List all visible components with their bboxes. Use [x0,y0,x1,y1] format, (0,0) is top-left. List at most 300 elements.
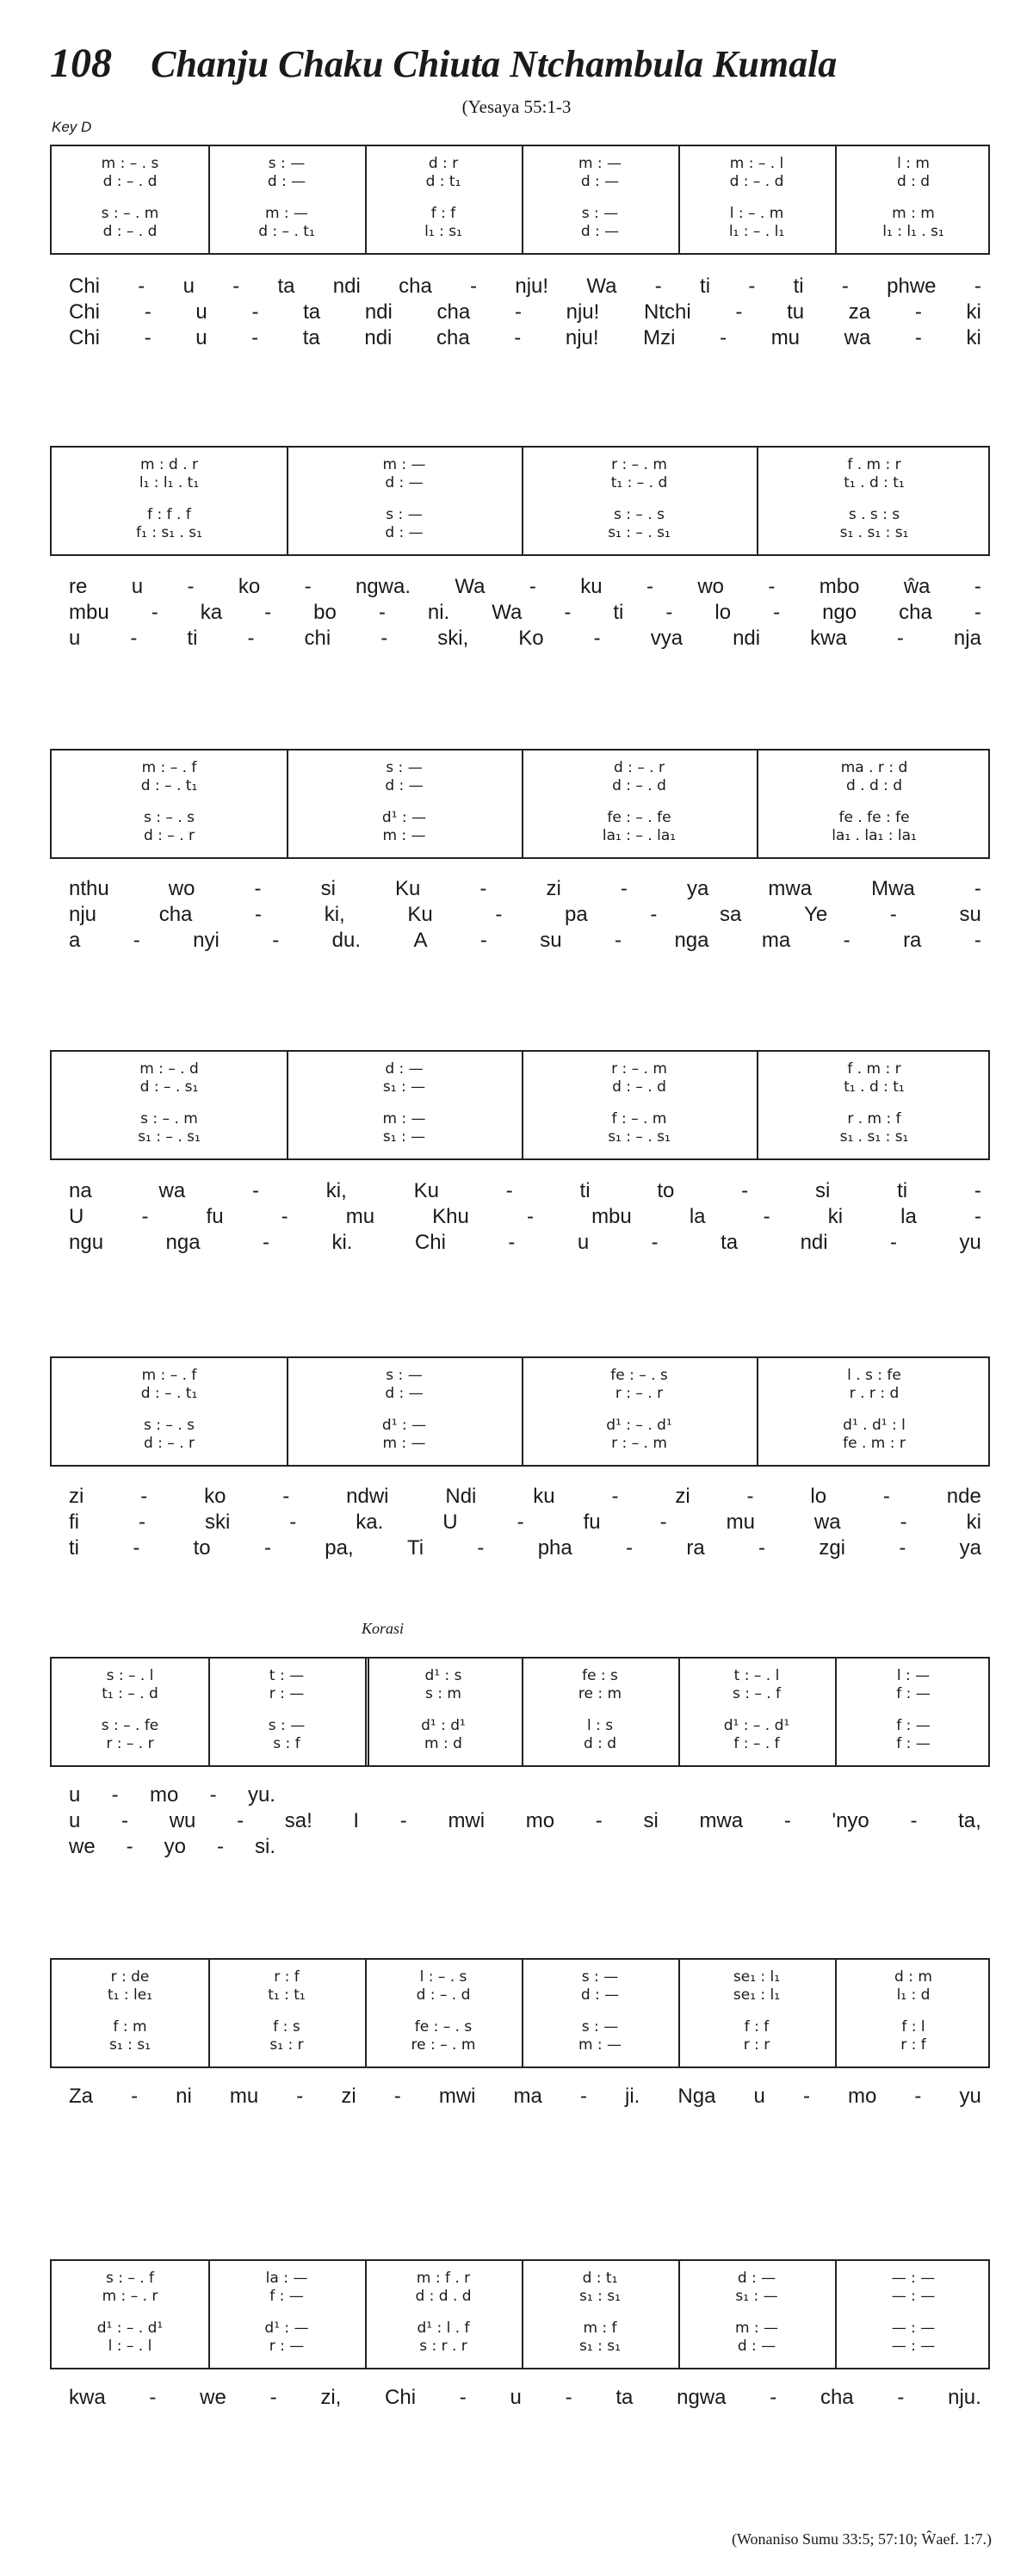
solfa-cell: d : — [385,1385,424,1402]
solfa-cell: d : d . d [415,2288,472,2305]
lyric-syllable: tu [787,300,805,324]
solfa-cell: m : – . r [102,2288,158,2305]
solfa-cell: m : f . r [416,2270,471,2287]
lyric-syllable: pa [565,903,588,926]
solfa-cell: l₁ : l₁ . s₁ [882,223,944,240]
lyric-syllable: - [393,2085,401,2108]
lyric-syllable: - [974,929,981,952]
bar-line [208,1960,210,2066]
solfa-cell: t₁ : le₁ [107,1986,152,2004]
solfa-cell: f : s [273,2018,300,2035]
lyric-syllable: - [380,627,388,650]
music-system [50,2259,990,2369]
solfa-cell: f : – . f [733,1735,780,1752]
lyric-syllable: u [131,575,144,598]
lyric-syllable: - [281,1205,288,1228]
lyric-line [69,2085,981,2109]
lyric-syllable: - [650,903,658,926]
solfa-cell: fe . m : r [843,1435,906,1452]
lyric-syllable: - [133,1536,140,1560]
solfa-cell: m : — [382,1110,426,1127]
lyric-syllable: - [529,575,536,598]
lyric-syllable: - [251,300,259,324]
lyric-syllable: mwa [699,1809,744,1832]
solfa-cell: f : — [896,1685,931,1702]
bar-line [522,2261,523,2368]
solfa-cell: d . d : d [845,777,903,794]
lyric-line [69,877,981,901]
lyric-syllable: nju! [566,300,600,324]
lyric-syllable: ki, [324,903,345,926]
bar-line [365,146,367,253]
solfa-cell: s : – . s [144,809,195,826]
solfa-cell: m : – . f [141,759,197,776]
lyric-syllable: wu [169,1809,196,1832]
bar-line [522,1659,523,1765]
lyric-syllable: u [510,2386,522,2409]
solfa-cell: d : – . r [143,1435,195,1452]
solfa-cell: t₁ . d : t₁ [844,1078,905,1096]
solfa-cell: l : – . s [419,1968,467,1986]
solfa-cell: s : — [581,2018,619,2035]
music-system [50,145,990,255]
solfa-cell: fe : – . fe [607,809,671,826]
lyric-syllable: nju! [565,326,599,349]
lyric-syllable: ta [277,275,295,298]
solfa-cell: s₁ : — [382,1128,426,1146]
solfa-cell: s : – . l [106,1667,154,1684]
lyric-syllable: to [657,1179,675,1202]
solfa-cell: s₁ : s₁ [109,2036,151,2054]
lyric-syllable: - [209,1783,217,1807]
lyric-syllable: nja [953,627,981,650]
solfa-cell: d : — [267,173,306,190]
lyric-syllable: Ku [413,1179,439,1202]
lyric-syllable: ma [761,929,791,952]
lyric-syllable: - [140,1485,148,1508]
lyric-syllable: ndi [364,326,393,349]
solfa-cell: t₁ : – . d [610,474,668,491]
lyric-syllable: - [914,300,922,324]
lyric-syllable: U [442,1510,458,1534]
solfa-cell: d : — [737,2270,776,2287]
solfa-cell: ma . r : d [840,759,908,776]
lyric-syllable: - [974,275,981,298]
solfa-cell: s : – . s [144,1417,195,1434]
lyric-syllable: - [615,929,622,952]
lyric-syllable: Khu [432,1205,469,1228]
solfa-cell: — : — [891,2320,936,2337]
lyric-syllable: mo [149,1783,179,1807]
solfa-cell: d : — [385,524,424,541]
lyric-syllable: ni. [427,601,450,624]
lyric-syllable: Ye [804,903,828,926]
bar-line [757,751,758,857]
lyric-syllable: ki [966,300,981,324]
lyric-line [69,1783,275,1807]
lyric-line [69,1510,981,1535]
lyric-syllable: - [620,877,628,900]
lyric-syllable: fi [69,1510,79,1534]
solfa-cell: s : — [386,759,423,776]
solfa-cell: f : m [113,2018,147,2035]
bar-line [835,1659,837,1765]
lyric-syllable: la [900,1205,917,1228]
solfa-cell: t₁ : – . d [102,1685,158,1702]
solfa-cell: l₁ : l₁ . t₁ [139,474,200,491]
music-system [50,749,990,859]
lyric-syllable: su [959,903,981,926]
lyric-syllable: - [289,1510,297,1534]
lyric-syllable: zi [341,2085,356,2108]
lyric-line [69,326,981,350]
lyric-syllable: - [141,1205,149,1228]
lyric-line [69,1809,981,1833]
lyric-syllable: - [763,1205,770,1228]
lyric-syllable: - [914,326,922,349]
bar-line [678,146,680,253]
music-system [50,446,990,556]
solfa-cell: s : — [386,506,423,523]
solfa-cell: se₁ : l₁ [733,1968,781,1986]
solfa-cell: l : — [896,1667,931,1684]
bar-line [835,2261,837,2368]
solfa-cell: d : – . r [613,759,665,776]
lyric-syllable: du. [331,929,362,952]
solfa-cell: t : – . l [733,1667,780,1684]
lyric-syllable: mbu [69,601,109,624]
solfa-cell: d : d [583,1735,617,1752]
lyric-line [69,929,981,953]
lyric-syllable: ti [187,627,198,650]
lyric-syllable: - [748,275,756,298]
lyric-syllable: ti [897,1179,908,1202]
bar-line [522,1358,523,1465]
lyric-syllable: a [69,929,81,952]
lyric-syllable: Chi [69,326,101,349]
lyric-syllable: - [735,300,743,324]
solfa-cell: d : — [385,474,424,491]
lyric-syllable: mbo [819,575,860,598]
hymn-number: 108 [50,40,112,86]
lyric-syllable: - [144,300,152,324]
lyric-syllable: su [540,929,562,952]
solfa-cell: f : l [901,2018,925,2035]
lyric-syllable: - [479,877,487,900]
lyric-syllable: we [69,1835,96,1858]
lyric-syllable: - [783,1809,791,1832]
lyric-line [69,903,981,927]
lyric-syllable: - [890,1231,898,1254]
solfa-cell: m : f [583,2320,617,2337]
solfa-cell: re : – . m [411,2036,476,2054]
solfa-cell: d : — [385,1060,424,1078]
solfa-cell: s : – . m [101,205,159,222]
bar-line [365,1659,369,1765]
lyric-syllable: ski, [437,627,469,650]
lyric-syllable: ki [827,1205,844,1228]
lyric-syllable: ta [721,1231,739,1254]
lyric-syllable: ti [579,1179,591,1202]
lyric-syllable: we [200,2386,226,2409]
lyric-syllable: nga [165,1231,201,1254]
solfa-cell: r : — [269,2338,305,2355]
hymn-title: Chanju Chaku Chiuta Ntchambula Kumala [151,43,838,85]
lyric-syllable: si [643,1809,659,1832]
bar-line [757,448,758,554]
solfa-cell: s₁ : r [269,2036,304,2054]
lyric-syllable: mo [848,2085,877,2108]
lyric-syllable: zgi [819,1536,846,1560]
lyric-syllable: - [459,2386,467,2409]
lyric-syllable: - [654,275,662,298]
lyric-syllable: - [514,326,522,349]
solfa-cell: r . m : f [847,1110,901,1127]
lyric-syllable: - [272,929,280,952]
lyric-syllable: - [882,1485,890,1508]
solfa-cell: s₁ : – . s₁ [138,1128,201,1146]
bar-line [208,2261,210,2368]
lyric-syllable: kwa [69,2386,106,2409]
solfa-cell: — : — [891,2338,936,2355]
lyric-syllable: - [237,1809,244,1832]
solfa-cell: f : — [896,1735,931,1752]
lyric-syllable: - [508,1231,516,1254]
lyric-syllable: - [111,1783,119,1807]
lyric-syllable: Ku [395,877,421,900]
solfa-cell: m : m [892,205,935,222]
lyric-syllable: cha [436,326,470,349]
solfa-cell: d : — [580,223,620,240]
lyric-line [69,1485,981,1509]
lyric-syllable: - [741,1179,749,1202]
lyric-syllable: wa [158,1179,186,1202]
solfa-cell: m : – . f [141,1367,197,1384]
solfa-cell: t₁ . d : t₁ [844,474,905,491]
solfa-cell: r : f [900,2036,926,2054]
lyric-syllable: ki. [331,1231,353,1254]
solfa-cell: m : – . l [729,155,784,172]
lyric-syllable: ti [613,601,624,624]
lyric-syllable: ki, [325,1179,347,1202]
bar-line [757,1052,758,1158]
bar-line [287,448,288,554]
lyric-syllable: u [182,275,195,298]
solfa-cell: — : — [891,2270,936,2287]
lyric-syllable: Wa [455,575,486,598]
bar-line [835,1960,837,2066]
solfa-cell: l . s : fe [847,1367,901,1384]
lyric-syllable: to [193,1536,211,1560]
lyric-syllable: - [773,601,781,624]
lyric-syllable: ŵa [903,575,931,598]
bar-line [522,146,523,253]
solfa-cell: d¹ : – . d¹ [606,1417,672,1434]
lyric-syllable: ti [793,275,804,298]
lyric-syllable: ndwi [346,1485,389,1508]
lyric-syllable: ti [69,1536,79,1560]
lyric-syllable: - [138,275,145,298]
lyric-syllable: - [843,929,851,952]
solfa-cell: d¹ : s [424,1667,462,1684]
solfa-cell: d : – . t₁ [258,223,315,240]
lyric-syllable: ta [302,326,320,349]
lyric-syllable: sa [720,903,742,926]
key-signature: Key D [52,119,92,135]
lyric-syllable: - [659,1510,667,1534]
lyric-syllable: nju [69,903,97,926]
solfa-cell: m : — [734,2320,779,2337]
solfa-cell: s₁ : – . s₁ [608,1128,671,1146]
lyric-syllable: - [889,903,897,926]
lyric-syllable: - [974,1205,981,1228]
lyric-syllable: ma [513,2085,542,2108]
lyric-syllable: wo [697,575,725,598]
lyric-syllable: - [470,275,478,298]
lyric-syllable: Chi [69,275,101,298]
solfa-cell: s : m [425,1685,461,1702]
solfa-cell: s : – . s [614,506,665,523]
lyric-syllable: na [69,1179,92,1202]
solfa-cell: s : — [268,1717,306,1734]
solfa-cell: d : – . d [612,777,666,794]
lyric-syllable: - [564,601,572,624]
solfa-cell: r : – . r [615,1385,664,1402]
solfa-cell: s₁ : – . s₁ [608,524,671,541]
lyric-syllable: Ntchi [644,300,691,324]
lyric-syllable: zi [69,1485,84,1508]
lyric-syllable: ku [580,575,603,598]
lyric-syllable: u [69,627,81,650]
lyric-syllable: - [263,1536,271,1560]
lyric-syllable: ko [204,1485,226,1508]
lyric-syllable: u [195,300,207,324]
lyric-syllable: ngwa [677,2386,727,2409]
lyric-syllable: - [910,1809,918,1832]
lyric-syllable: mu [726,1510,755,1534]
solfa-cell: s : f [273,1735,300,1752]
lyric-syllable: - [269,2386,277,2409]
lyric-syllable: - [255,903,263,926]
lyric-syllable: - [217,1835,224,1858]
lyric-syllable: zi [546,877,561,900]
lyric-syllable: - [477,1536,485,1560]
solfa-cell: fe : – . s [414,2018,473,2035]
lyric-line [69,275,981,299]
lyric-syllable: - [611,1485,619,1508]
lyric-line [69,575,981,599]
lyric-syllable: - [378,601,386,624]
bar-line [522,1052,523,1158]
lyric-syllable: - [264,601,272,624]
solfa-cell: t : — [269,1667,305,1684]
lyric-syllable: nga [674,929,709,952]
lyric-syllable: cha [158,903,193,926]
lyric-syllable: - [254,877,262,900]
solfa-cell: d : – . d [102,173,158,190]
lyric-syllable: ngwa. [355,575,411,598]
lyric-line [69,627,981,651]
lyric-syllable: si [814,1179,831,1202]
lyric-syllable: ndi [800,1231,828,1254]
scripture-reference: (Yesaya 55:1-3 [461,96,572,117]
solfa-cell: d : d [896,173,931,190]
solfa-cell: d : – . d [416,1986,471,2004]
solfa-cell: l₁ : d [896,1986,931,2004]
solfa-cell: d¹ : – . d¹ [96,2320,164,2337]
lyric-syllable: - [974,877,981,900]
solfa-cell: t₁ : t₁ [268,1986,306,2004]
lyric-line [69,1536,981,1560]
lyric-line [69,1835,275,1859]
lyric-syllable: yu. [247,1783,275,1807]
solfa-cell: l₁ : – . l₁ [728,223,785,240]
lyric-line [69,300,981,324]
lyric-syllable: ta [303,300,321,324]
solfa-cell: la₁ : – . la₁ [602,827,677,844]
solfa-cell: d : – . t₁ [140,1385,198,1402]
bar-line [287,751,288,857]
lyric-syllable: nju! [515,275,549,298]
solfa-cell: l : – . l [108,2338,152,2355]
solfa-cell: d : – . d [612,1078,666,1096]
lyric-syllable: kwa [810,627,847,650]
lyric-line [69,1179,981,1203]
solfa-cell: d : – . t₁ [140,777,198,794]
lyric-syllable: Chi [414,1231,446,1254]
solfa-cell: la₁ . la₁ : la₁ [832,827,917,844]
bar-line [365,1960,367,2066]
lyric-syllable: - [131,2085,139,2108]
lyric-syllable: - [897,2386,905,2409]
lyric-syllable: Ti [406,1536,424,1560]
lyric-syllable: ji. [625,2085,640,2108]
lyric-syllable: u [577,1231,590,1254]
lyric-syllable: - [593,627,601,650]
solfa-cell: r : – . m [611,456,667,473]
solfa-cell: s : — [581,205,619,222]
lyric-syllable: ngo [822,601,857,624]
lyric-syllable: - [505,1179,513,1202]
lyric-syllable: zi [675,1485,690,1508]
lyric-line [69,601,981,625]
solfa-cell: s₁ . s₁ : s₁ [839,1128,909,1146]
lyric-syllable: - [974,601,981,624]
lyric-syllable: Chi [69,300,101,324]
lyric-syllable: - [514,300,522,324]
lyric-syllable: - [746,1485,754,1508]
solfa-cell: f : — [269,2288,304,2305]
lyric-syllable: Chi [385,2386,417,2409]
solfa-cell: m : — [578,2036,622,2054]
lyric-syllable: yu [959,2085,981,2108]
solfa-cell: d¹ : — [381,1417,427,1434]
solfa-cell: d : – . s₁ [139,1078,199,1096]
lyric-syllable: - [187,575,195,598]
solfa-cell: s₁ . s₁ : s₁ [839,524,909,541]
lyric-syllable: lo [810,1485,827,1508]
lyric-syllable: vya [650,627,684,650]
lyric-syllable: A [413,929,428,952]
solfa-cell: f : – . m [611,1110,667,1127]
lyric-syllable: - [251,1179,259,1202]
lyric-syllable: fu [583,1510,601,1534]
lyric-syllable: sa! [284,1809,312,1832]
bar-line [757,1358,758,1465]
lyric-syllable: cha [436,300,471,324]
lyric-syllable: ki [966,326,981,349]
lyric-syllable: phwe [887,275,937,298]
